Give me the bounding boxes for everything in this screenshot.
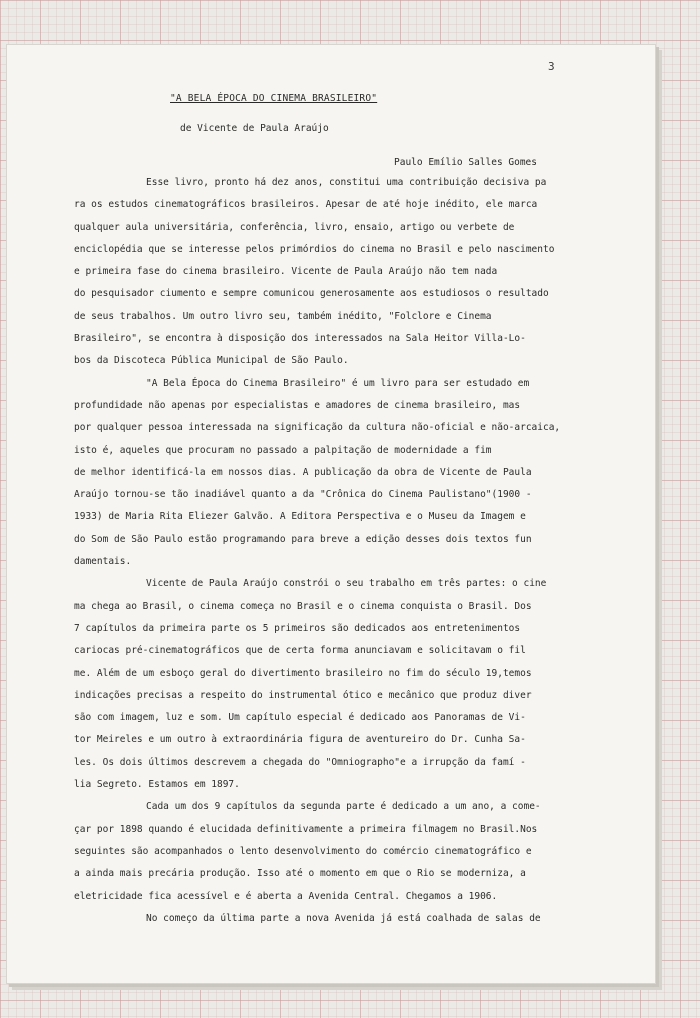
text-line: Vicente de Paula Araújo constrói o seu trabalho em três partes: o cine <box>146 578 547 590</box>
text-line: me. Além de um esboço geral do divertimento brasileiro no fim do século 19,temos <box>74 667 532 679</box>
text-line: çar por 1898 quando é elucidada definitivamente a primeira filmagem no Brasil.Nos <box>74 823 538 835</box>
text-line: cariocas pré-cinematográficos que de certa forma anunciavam e solicitavam o fil <box>74 645 526 657</box>
text-line: No começo da última parte a nova Avenida já está coalhada de salas de <box>146 912 541 924</box>
text-line: Araújo tornou-se tão inadiável quanto a da "Crônica do Cinema Paulistano"(1900 - <box>74 489 532 501</box>
text-line: profundidade não apenas por especialistas e amadores de cinema brasileiro, mas <box>74 399 521 411</box>
text-line: lia Segreto. Estamos em 1897. <box>74 779 240 791</box>
text-line: do Som de São Paulo estão programando para breve a edição desses dois textos fun <box>74 533 532 545</box>
text-line: são com imagem, luz e som. Um capítulo especial é dedicado aos Panoramas de Vi- <box>74 712 526 724</box>
text-line: tor Meireles e um outro à extraordinária figura de aventureiro do Dr. Cunha Sa- <box>74 734 526 746</box>
text-line: enciclopédia que se interesse pelos primórdios do cinema no Brasil e pelo nascimento <box>74 243 555 255</box>
text-line: Cada um dos 9 capítulos da segunda parte é dedicado a um ano, a come- <box>146 801 541 813</box>
text-line: seguintes são acompanhados o lento desenvolvimento do comércio cinematográfico e <box>74 845 532 857</box>
document-subtitle: de Vicente de Paula Araújo <box>180 123 329 134</box>
text-line: 1933) de Maria Rita Eliezer Galvão. A Editora Perspectiva e o Museu da Imagem e <box>74 511 526 523</box>
text-line: eletricidade fica acessível e é aberta a Avenida Central. Chegamos a 1906. <box>74 890 498 902</box>
text-line: 7 capítulos da primeira parte os 5 primeiros são dedicados aos entretenimentos <box>74 622 521 634</box>
text-line: Brasileiro", se encontra à disposição dos interessados na Sala Heitor Villa-Lo- <box>74 333 526 345</box>
text-line: indicações precisas a respeito do instrumental ótico e mecânico que produz diver <box>74 689 532 701</box>
text-line: de seus trabalhos. Um outro livro seu, também inédito, "Folclore e Cinema <box>74 310 492 322</box>
text-line: qualquer aula universitária, conferência, livro, ensaio, artigo ou verbete de <box>74 221 515 233</box>
text-line: les. Os dois últimos descrevem a chegada do "Omniographo"e a irrupção da famí - <box>74 756 526 768</box>
text-line: ma chega ao Brasil, o cinema começa no Brasil e o cinema conquista o Brasil. Dos <box>74 600 532 612</box>
text-line: isto é, aqueles que procuram no passado a palpitação de modernidade a fim <box>74 444 492 456</box>
text-line: bos da Discoteca Pública Municipal de São Paulo. <box>74 355 349 367</box>
text-line: damentais. <box>74 556 132 568</box>
text-line: Esse livro, pronto há dez anos, constitui uma contribuição decisiva pa <box>146 177 547 188</box>
text-line: a ainda mais precária produção. Isso até o momento em que o Rio se moderniza, a <box>74 868 526 880</box>
text-line: e primeira fase do cinema brasileiro. Vicente de Paula Araújo não tem nada <box>74 266 498 278</box>
text-line: do pesquisador ciumento e sempre comunicou generosamente aos estudiosos o resultado <box>74 288 549 300</box>
text-line: "A Bela Época do Cinema Brasileiro" é um livro para ser estudado em <box>146 377 530 389</box>
text-line: por qualquer pessoa interessada na significação da cultura não-oficial e não-arcaica, <box>74 422 561 434</box>
body-text <box>74 172 574 930</box>
author-name: Paulo Emílio Salles Gomes <box>394 157 537 168</box>
text-line: de melhor identificá-la em nossos dias. A publicação da obra de Vicente de Paula <box>74 466 532 478</box>
page-number: 3 <box>548 60 555 73</box>
document-title: "A BELA ÉPOCA DO CINEMA BRASILEIRO" <box>170 93 378 104</box>
text-line: ra os estudos cinematográficos brasileiros. Apesar de até hoje inédito, ele marca <box>74 199 538 211</box>
